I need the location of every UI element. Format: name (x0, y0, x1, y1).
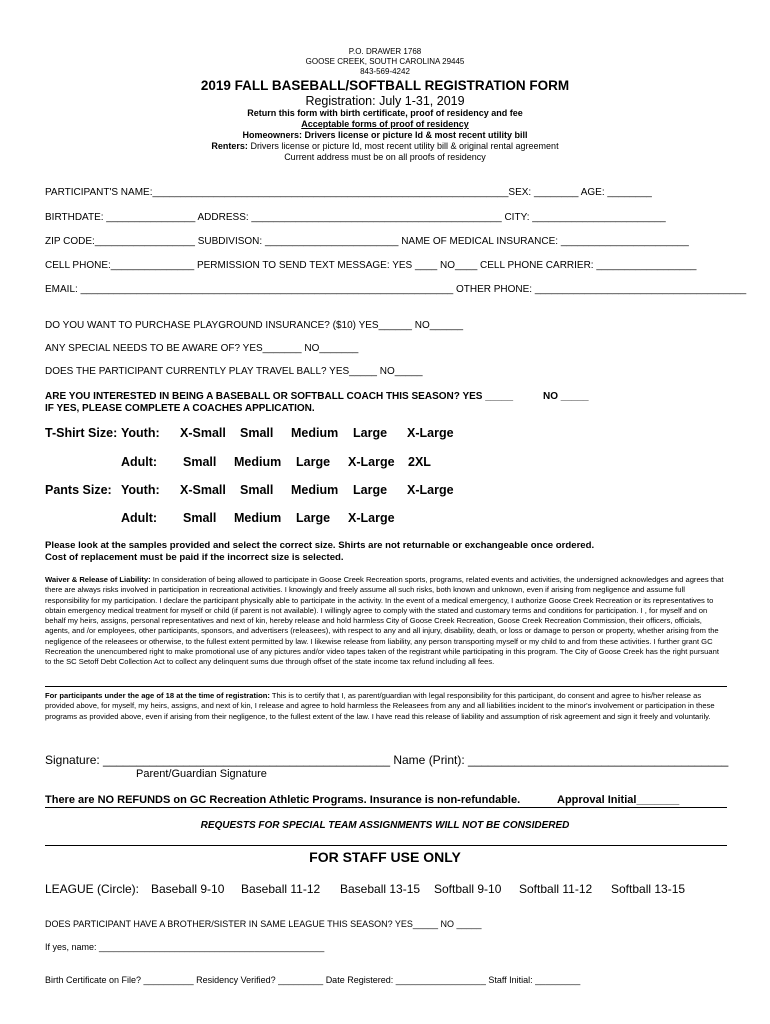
tshirt-adult-small[interactable]: Small (183, 455, 217, 469)
tshirt-adult-label: Adult: (121, 455, 158, 469)
pants-youth-xsmall[interactable]: X-Small (180, 483, 226, 497)
pants-youth-label: Youth: (121, 483, 160, 497)
tshirt-youth-small[interactable]: Small (240, 426, 274, 440)
tshirt-youth-xlarge[interactable]: X-Large (407, 426, 454, 440)
guardian-signature-caption: Parent/Guardian Signature (136, 768, 267, 780)
samples-note-line2: Cost of replacement must be paid if the incorrect size is selected. (45, 552, 344, 563)
pants-adult-label: Adult: (121, 511, 158, 525)
tshirt-youth-medium[interactable]: Medium (291, 426, 339, 440)
tshirt-youth-xsmall[interactable]: X-Small (180, 426, 226, 440)
email-field[interactable]: EMAIL: ___________________________________________________________________ OTHER PHONE: ______________________________________ (45, 284, 747, 295)
birthdate-address-field[interactable]: BIRTHDATE: ________________ ADDRESS: _____________________________________________ CITY: ________________________ (45, 212, 666, 223)
samples-note-line1: Please look at the samples provided and select the correct size. Shirts are not returnable or exchangeable once ordered. (45, 540, 595, 551)
sibling-name-field[interactable]: If yes, name: _____________________________________________ (45, 942, 325, 952)
tshirt-youth-large[interactable]: Large (353, 426, 388, 440)
address-line-1: P.O. DRAWER 1768 (348, 47, 422, 56)
league-baseball-11-12[interactable]: Baseball 11-12 (241, 882, 321, 896)
pants-youth-large[interactable]: Large (353, 483, 388, 497)
pants-youth-medium[interactable]: Medium (291, 483, 339, 497)
coach-interest-question[interactable]: ARE YOU INTERESTED IN BEING A BASEBALL OR SOFTBALL COACH THIS SEASON? YES _____ (45, 391, 514, 402)
pants-size-label: Pants Size: (45, 483, 112, 497)
pants-youth-small[interactable]: Small (240, 483, 274, 497)
staff-checklist[interactable]: Birth Certificate on File? __________ Residency Verified? _________ Date Registered: __________________ Staff Initial: _________ (45, 975, 581, 985)
tshirt-adult-large[interactable]: Large (296, 455, 331, 469)
form-title: 2019 FALL BASEBALL/SOFTBALL REGISTRATION FORM (200, 78, 570, 93)
pants-adult-small[interactable]: Small (183, 511, 217, 525)
special-needs-question[interactable]: ANY SPECIAL NEEDS TO BE AWARE OF? YES_______ NO_______ (45, 343, 359, 354)
minors-text: This is to certify that I, as parent/guardian with legal responsibility for this participant, do consent and agree to his/her release as provided above, for myself, my heirs, assigns, and next of kin, I release and agree to hold harmless the Releasees from any and all liabilities incident to the minor's involvement or participation in these programs as provided above, even if arising from their negligence, to the fullest extent of the law. I have read this release of liability and assumption of risk agreement and sign it freely and voluntarily. (45, 691, 715, 721)
pants-adult-medium[interactable]: Medium (234, 511, 282, 525)
coach-application-note: IF YES, PLEASE COMPLETE A COACHES APPLICATION. (45, 403, 315, 414)
tshirt-adult-medium[interactable]: Medium (234, 455, 282, 469)
pants-youth-xlarge[interactable]: X-Large (407, 483, 454, 497)
registration-dates: Registration: July 1-31, 2019 (305, 94, 465, 108)
waiver-label: Waiver & Release of Liability: (45, 575, 151, 584)
league-softball-11-12[interactable]: Softball 11-12 (519, 882, 593, 896)
renters-text: Drivers license or picture Id, most recent utility bill & original rental agreement (247, 141, 559, 151)
special-requests-notice: REQUESTS FOR SPECIAL TEAM ASSIGNMENTS WILL NOT BE CONSIDERED (200, 820, 570, 831)
waiver-paragraph (45, 575, 727, 668)
league-baseball-9-10[interactable]: Baseball 9-10 (151, 882, 225, 896)
address-line-2: GOOSE CREEK, SOUTH CAROLINA 29445 (305, 57, 465, 66)
minors-label: For participants under the age of 18 at the time of registration: (45, 691, 270, 700)
minors-paragraph (45, 691, 727, 722)
league-label: LEAGUE (Circle): (45, 882, 140, 896)
sibling-question[interactable]: DOES PARTICIPANT HAVE A BROTHER/SISTER IN SAME LEAGUE THIS SEASON? YES_____ NO _____ (45, 919, 482, 929)
current-address-note: Current address must be on all proofs of residency (284, 152, 486, 162)
travel-ball-question[interactable]: DOES THE PARTICIPANT CURRENTLY PLAY TRAVEL BALL? YES_____ NO_____ (45, 366, 423, 377)
renters-requirements (0, 141, 770, 151)
participant-name-field[interactable]: PARTICIPANT'S NAME:________________________________________________________________SEX: ________ AGE: ________ (45, 187, 652, 198)
pants-adult-large[interactable]: Large (296, 511, 331, 525)
phone-number: 843-569-4242 (360, 67, 410, 76)
staff-use-heading: FOR STAFF USE ONLY (309, 849, 461, 865)
refund-policy: There are NO REFUNDS on GC Recreation Athletic Programs. Insurance is non-refundable. (45, 794, 521, 806)
refund-divider (45, 807, 727, 808)
approval-initial[interactable]: Approval Initial_______ (557, 794, 680, 806)
staff-divider (45, 845, 727, 846)
waiver-text: In consideration of being allowed to participate in Goose Creek Recreation sports, programs, related events and activities, the undersigned acknowledges and agrees that there are always risks involved in participation in recreational activities. I knowingly and freely assume all such risks, both known and unknown, even if arising from negligence and assume full responsibility for my participation. I declare the participant physically able to participate in the activity. In the event of a medical emergency, I authorize Goose Creek Recreation or its representatives to obtain emergency medical treatment for myself or child (if parent is not available). I willingly agree to comply with the stated and customary terms and conditions for participation. I , for myself and on behalf my heirs, assigns, personal representatives and next of kin, hereby release and hold harmless City of Goose Creek Recreation, Goose Creek Recreation Commission, their officers, officials, agents, and /or employees, other participants, sponsors, and advertisers (releasees), with respect to any and all injury, disability, death, or loss or damage to person or property, whether arising from the negligence of the releasees or otherwise, to the fullest extent permitted by law. I likewise release from liability, any person transporting myself or my child to and from these activities. I further grant GC Recreation the unencumbered right to make promotional use of any pictures and/or video tapes taken of the registrant while participating in this program. The City of Goose Creek has the right pursuant to the SC Setoff Debt Collection Act to collect any delinquent sums due through offset of the state income tax refund including all fees. (45, 575, 724, 667)
waiver-divider (45, 686, 727, 687)
cell-phone-field[interactable]: CELL PHONE:_______________ PERMISSION TO SEND TEXT MESSAGE: YES ____ NO____ CELL PHONE CARRIER: __________________ (45, 260, 697, 271)
playground-insurance-question[interactable]: DO YOU WANT TO PURCHASE PLAYGROUND INSURANCE? ($10) YES______ NO______ (45, 320, 464, 331)
signature-line[interactable]: Signature: ___________________________________________ Name (Print): _______________________________________ (45, 753, 729, 767)
league-softball-13-15[interactable]: Softball 13-15 (611, 882, 686, 896)
tshirt-adult-xlarge[interactable]: X-Large (348, 455, 395, 469)
homeowners-requirements: Homeowners: Drivers license or picture Id & most recent utility bill (242, 130, 528, 140)
coach-no-option[interactable]: NO _____ (543, 391, 589, 402)
league-baseball-13-15[interactable]: Baseball 13-15 (340, 882, 421, 896)
league-softball-9-10[interactable]: Softball 9-10 (434, 882, 502, 896)
tshirt-adult-2xl[interactable]: 2XL (408, 455, 431, 469)
return-instructions: Return this form with birth certificate, proof of residency and fee (247, 108, 523, 118)
renters-label: Renters: (211, 141, 248, 151)
tshirt-youth-label: Youth: (121, 426, 160, 440)
tshirt-size-label: T-Shirt Size: (45, 426, 118, 440)
zip-subdivision-field[interactable]: ZIP CODE:__________________ SUBDIVISON: ________________________ NAME OF MEDICAL INSURANCE: _______________________ (45, 236, 689, 247)
acceptable-forms-heading: Acceptable forms of proof of residency (301, 119, 469, 129)
pants-adult-xlarge[interactable]: X-Large (348, 511, 395, 525)
